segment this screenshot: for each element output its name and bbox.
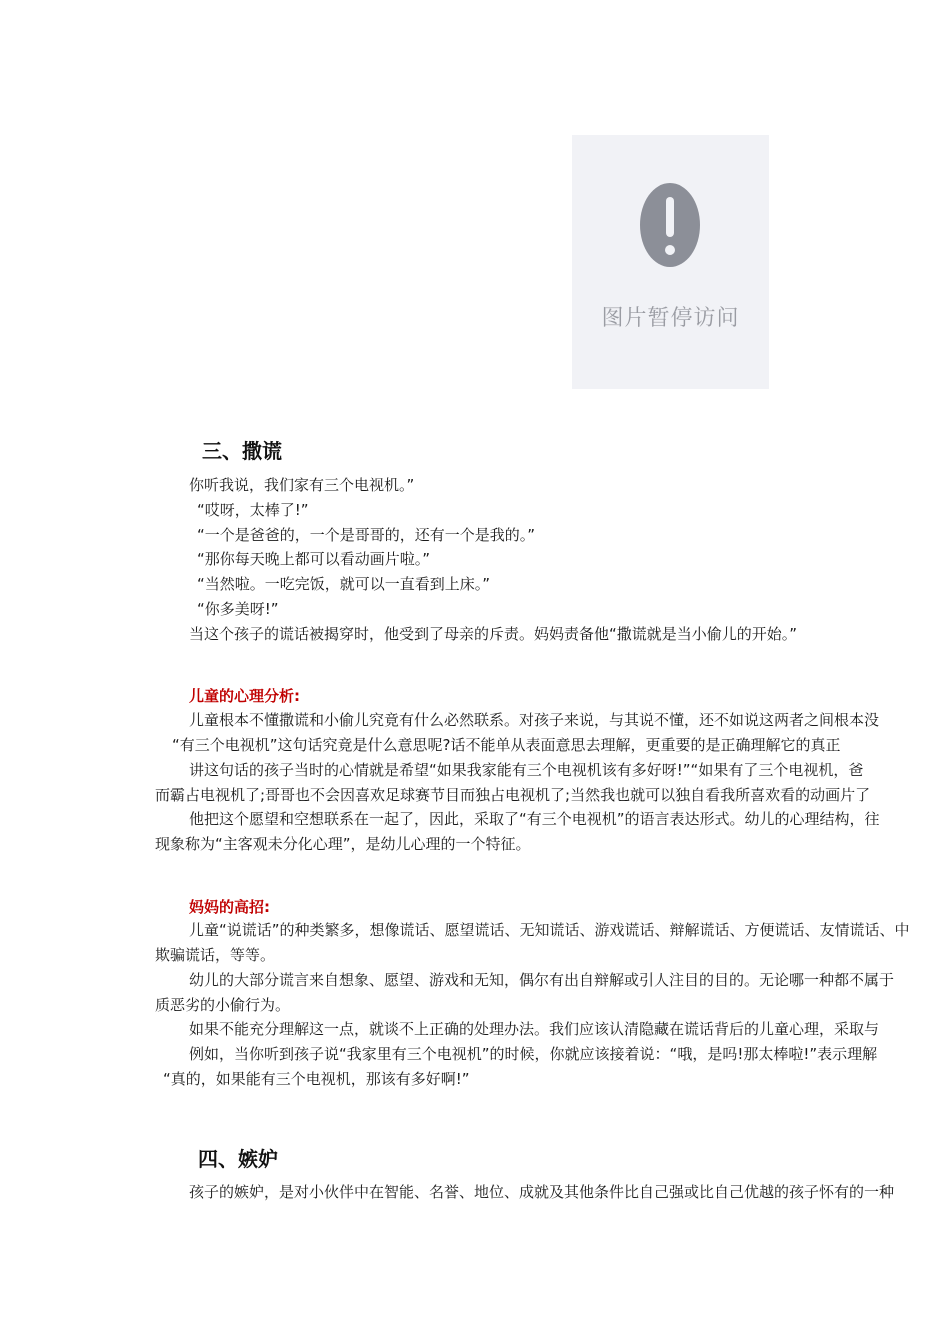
analysis-line: 而霸占电视机了;哥哥也不会因喜欢足球赛节目而独占电视机了;当然我也就可以独自看我所喜欢看的动画片了 bbox=[155, 786, 871, 804]
tips-heading: 妈妈的高招: bbox=[189, 898, 270, 916]
image-unavailable-placeholder bbox=[572, 135, 769, 389]
analysis-line: 他把这个愿望和空想联系在一起了，因此，采取了“有三个电视机”的语言表达形式。幼儿的心理结构，往 bbox=[189, 810, 880, 828]
tips-line: 幼儿的大部分谎言来自想象、愿望、游戏和无知，偶尔有出自辩解或引人注目的目的。无论哪一种都不属于 bbox=[189, 971, 895, 989]
body-line: 孩子的嫉妒，是对小伙伴中在智能、名誉、地位、成就及其他条件比自己强或比自己优越的孩子怀有的一种 bbox=[189, 1183, 895, 1201]
story-line: “当然啦。一吃完饭，就可以一直看到上床。” bbox=[197, 575, 491, 593]
story-line: “一个是爸爸的，一个是哥哥的，还有一个是我的。” bbox=[197, 526, 536, 544]
tips-line: 欺骗谎话，等等。 bbox=[155, 946, 276, 964]
story-line: “你多美呀!” bbox=[197, 600, 279, 618]
story-line: 你听我说，我们家有三个电视机。” bbox=[189, 476, 415, 494]
analysis-line: 现象称为“主客观未分化心理”，是幼儿心理的一个特征。 bbox=[155, 835, 531, 853]
tips-line: 如果不能充分理解这一点，就谈不上正确的处理办法。我们应该认清隐藏在谎话背后的儿童心理，采取与 bbox=[189, 1020, 880, 1038]
analysis-line: “有三个电视机”这句话究竟是什么意思呢?话不能单从表面意思去理解，更重要的是正确理解它的真正 bbox=[172, 736, 841, 754]
story-line: 当这个孩子的谎话被揭穿时，他受到了母亲的斥责。妈妈责备他“撒谎就是当小偷儿的开始。” bbox=[189, 625, 798, 643]
section-4-title: 四、嫉妒 bbox=[198, 1147, 278, 1171]
exclamation-icon bbox=[640, 183, 700, 267]
story-line: “那你每天晚上都可以看动画片啦。” bbox=[197, 550, 431, 568]
analysis-line: 讲这句话的孩子当时的心情就是希望“如果我家能有三个电视机该有多好呀!”“如果有了三个电视机，爸 bbox=[189, 761, 864, 779]
tips-line: 儿童“说谎话”的种类繁多，想像谎话、愿望谎话、无知谎话、游戏谎话、辩解谎话、方便谎话、友情谎话、中 bbox=[189, 921, 910, 939]
analysis-line: 儿童根本不懂撒谎和小偷儿究竟有什么必然联系。对孩子来说，与其说不懂，还不如说这两者之间根本没 bbox=[189, 711, 880, 729]
tips-line: “真的，如果能有三个电视机，那该有多好啊!” bbox=[163, 1070, 470, 1088]
image-unavailable-text: 图片暂停访问 bbox=[601, 306, 740, 331]
story-line: “哎呀，太棒了!” bbox=[197, 501, 309, 519]
tips-line: 例如，当你听到孩子说“我家里有三个电视机”的时候，你就应该接着说：“哦，是吗!那太棒啦!”表示理解 bbox=[189, 1045, 878, 1063]
analysis-heading: 儿童的心理分析: bbox=[189, 687, 300, 705]
tips-line: 质恶劣的小偷行为。 bbox=[155, 996, 291, 1014]
section-3-title: 三、撒谎 bbox=[202, 439, 282, 463]
